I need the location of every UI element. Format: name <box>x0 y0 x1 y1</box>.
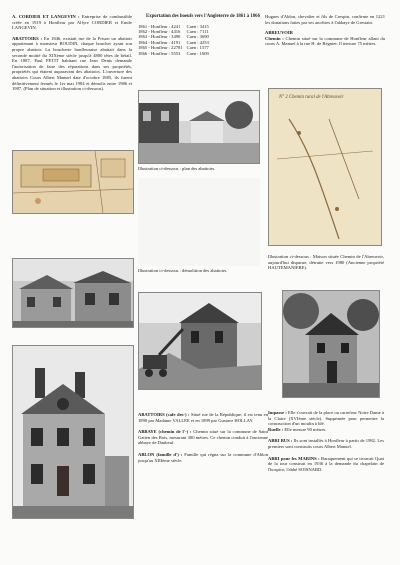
export-table-title: Exportation des boeufs vers l'Angleterre de 1861 à 1866 <box>146 14 260 19</box>
heading-abbaye: ABBAYE (chemin de l'-) : <box>138 429 192 435</box>
heading-abreuvoir: ABREUVOIR <box>265 30 293 36</box>
heading-cafe-abattoirs: ABATTOIRS (cafe des-) : <box>138 412 190 417</box>
paragraph-abreuvoir <box>265 36 385 47</box>
export-table-row <box>138 51 213 56</box>
export-year-cell: 1866 - Honfleur : 5553 <box>138 50 181 56</box>
export-caen-cell: Caen : 1577 <box>186 45 209 51</box>
abattoirs-plan-image <box>12 150 134 214</box>
text-abattoirs: En 1846, existait rue de la Prison un abattoir appartenant à monsieur BOUDIN, chaque boucher ayant son propre abattoir. La boucherie honfleuraise abattait dans la seconde moitié du XIXème siècle jusqu'à 4800 têtes de bétail. En 1887, Paul PETIT habitant rue Jean Denis demande l'autorisation de faire des réparations dans ses propriétés, propriétés qui étaient auparavant des abattoirs. L'ouverture des abattoirs Cours Albert Manuel date d'octobre 1885, ils furent définitivement fermés le 1er mai 1984 et démolis entre 1986 et 1987. (Plan de situation et illustration ci-dessous). <box>12 35 132 92</box>
street-drawing <box>139 91 259 163</box>
text-ablon: Famille qui régna sur la commune d'Ablon jusqu'au XIIIème siècle. <box>138 451 268 463</box>
caption-plan: Illustration ci-dessous : plan des abattoirs. <box>138 166 216 171</box>
paragraph-ablon <box>138 452 268 463</box>
export-year-cell: 1862 - Honfleur : 4416 <box>138 29 181 34</box>
text-abreuvoir: Chemin situé sur la commune de Honfleur allant du cours A. Manuel à la rue H. de Régnier. Il mesure 75 mètres. <box>265 35 386 47</box>
paragraph-abri-marins <box>268 456 384 473</box>
text-cafe-abattoirs: Situé rue de la République, il est tenu en 1890 par Madame VALLEE et en 1899 par Gustave HOLLAY. <box>138 412 268 423</box>
heading-ruelle: Ruelle : <box>268 426 284 432</box>
paragraph-abri-bus <box>268 438 384 449</box>
heading-cordier: A. CORDIER ET LANGEVIN : <box>12 14 80 19</box>
map-label: N° 2 Chemin rural de l'Abreuvoir <box>279 95 344 100</box>
export-year-cell: 1864 - Honfleur : 4191 <box>138 39 181 45</box>
heading-abri-marins: ABRI pour les MARINS : <box>268 455 320 461</box>
house-drawing <box>13 346 133 518</box>
text-abri-bus: Ils sont installés à Honfleur à partir de 1982. Les premiers sont construits cours Albert Manuel. <box>268 438 384 449</box>
paragraph-abattoirs <box>12 36 132 92</box>
text-abri-marins: Baraquement qui se trouvait Quai de la tour construit en 1936 à la demande du chapelain de l'hospice, l'abbé SOISNARD. <box>268 455 384 472</box>
export-caen-cell: Caen : 4253 <box>186 39 209 45</box>
chemin-map-image <box>268 88 382 246</box>
paragraph-abbaye <box>138 429 268 446</box>
export-caen-cell: Caen : 3690 <box>186 34 209 40</box>
demolition-drawing <box>139 293 261 389</box>
column-right-bottom <box>268 410 384 472</box>
paragraph-cafe-abattoirs <box>138 412 268 423</box>
export-year-cell: 1865 - Honfleur : 22781 <box>138 45 183 51</box>
export-caen-cell: Caen : 1609 <box>186 50 209 56</box>
map-drawing <box>269 89 381 245</box>
export-table-row <box>138 45 213 50</box>
plan-drawing <box>13 151 133 213</box>
export-caen-cell: Caen : 3415 <box>186 23 209 29</box>
demolition-photo <box>138 292 262 390</box>
export-table <box>138 24 213 56</box>
house-photo <box>12 345 134 519</box>
export-year-cell: 1861 - Honfleur : 4241 <box>138 23 181 29</box>
export-caen-cell: Caen : 7111 <box>186 29 209 34</box>
heading-abri-bus: ABRI BUS : <box>268 438 293 444</box>
building-drawing <box>13 259 133 327</box>
heading-impasse: Impasse : <box>268 410 287 415</box>
text-cordier: Entreprise de combustible créée en 1919 à Honfleur par Alfyre CORDIER et Emile LANGEVIN. <box>12 14 133 31</box>
column-middle-bottom <box>138 412 268 463</box>
column-left <box>12 14 132 92</box>
caption-demolition: Illustration ci-dessous : démolition des abattoirs. <box>138 268 228 273</box>
plan-blank <box>138 178 260 266</box>
paragraph-cordier <box>12 14 132 31</box>
column-middle <box>138 14 268 56</box>
street-photo <box>138 90 260 164</box>
column-right <box>265 14 385 47</box>
heading-abattoirs: ABATTOIRS : <box>12 35 43 41</box>
text-ruelle: Elle mesure 90 mètres. <box>284 426 327 432</box>
text-impasse: Elle s'ouvrait de la place ou carrefour Notre Dame à la Claire (XVIème siècle). Supprimée pour permettre la construction d'un moulin à blé. <box>268 410 385 427</box>
maison-photo <box>282 290 380 398</box>
export-year-cell: 1863 - Honfleur : 3490 <box>138 34 181 40</box>
paragraph-impasse <box>268 410 384 427</box>
abattoirs-building-photo <box>12 258 134 328</box>
caption-maison: Illustration ci-dessous : Maison située Chemin de l'Abreuvoir, aujourd'hui disparue, détruite vers 1980 (Ancienne propriété HAUTEMANIERE). <box>268 254 384 271</box>
heading-ablon: ABLON (famille d') : <box>138 451 183 457</box>
heading-chemin: Chemin : <box>265 35 284 41</box>
paragraph-ruelle <box>268 427 384 433</box>
maison-drawing <box>283 291 379 397</box>
text-abbaye: Chemin situé sur la commune de Saint Gatien des Bois, mesurant 300 mètres. Ce chemin conduit à l'ancienne abbaye de Daubeuf. <box>138 429 269 446</box>
paragraph-hugues: Hugues d'Ablon, chevalier et fils de Crespin, confirme en 1221 les donations faites par ses ancêtres à l'abbaye de Grestain. <box>265 14 385 25</box>
